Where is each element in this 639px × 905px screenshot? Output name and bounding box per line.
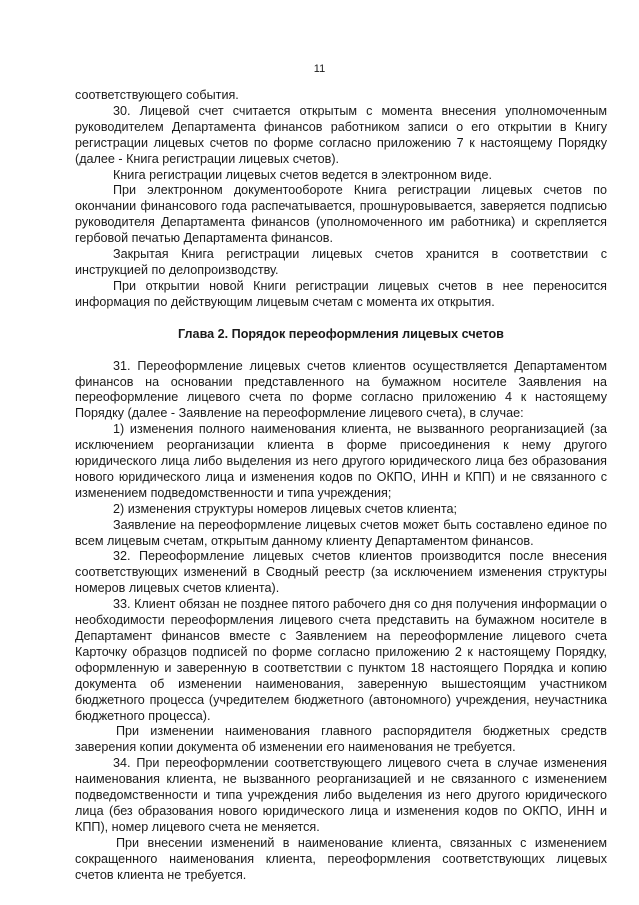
- paragraph-clause-31: 31. Переоформление лицевых счетов клиентов осуществляется Департаментом финансов на основании представленного на бумажном носителе Заявления на переоформление лицевого счета по форме согласно приложению 4 к настоящему Порядку (далее - Заявление на переоформление лицевого счета), в случае:: [75, 358, 607, 421]
- page-number: 11: [313, 63, 326, 75]
- paragraph: При изменении наименования главного распорядителя бюджетных средств заверения копии документа об изменении его наименования не требуется.: [75, 724, 607, 755]
- paragraph-clause-32: 32. Переоформление лицевых счетов клиентов производится после внесения соответствующих изменений в Сводный реестр (за исключением изменения структуры номеров лицевых счетов клиента).: [75, 549, 607, 596]
- paragraph-clause-30: 30. Лицевой счет считается открытым с момента внесения уполномоченным руководителем Департамента финансов работником записи о его открытии в Книгу регистрации лицевых счетов по форме согласно приложению 7 к настоящему Порядку (далее - Книга регистрации лицевых счетов).: [75, 103, 607, 166]
- paragraph: При электронном документообороте Книга регистрации лицевых счетов по окончании финансового года распечатывается, прошнуровывается, заверяется подписью руководителя Департамента финансов (уполномоченного им работника) и скрепляется гербовой печатью Департамента финансов.: [75, 183, 607, 246]
- paragraph-continuation: соответствующего события.: [75, 88, 239, 102]
- paragraph: Закрытая Книга регистрации лицевых счетов хранится в соответствии с инструкцией по делопроизводству.: [75, 247, 607, 277]
- paragraph-clause-34: 34. При переоформлении соответствующего лицевого счета в случае изменения наименования клиента, не вызванного реорганизацией и не связанного с изменением подведомственности и типа учреждения либо выделения из него другого юридического лица (без образования нового юридического лица и изменения кодов по ОКПО, ИНН и КПП), номер лицевого счета не меняется.: [75, 756, 607, 834]
- document-body: [75, 88, 607, 884]
- paragraph: При открытии новой Книги регистрации лицевых счетов в нее переносится информация по действующим лицевым счетам с момента их открытия.: [75, 278, 607, 309]
- paragraph: Книга регистрации лицевых счетов ведется в электронном виде.: [113, 167, 492, 182]
- chapter-heading: Глава 2. Порядок переоформления лицевых счетов: [178, 326, 504, 341]
- paragraph-clause-33: 33. Клиент обязан не позднее пятого рабочего дня со дня получения информации о необходимости переоформления лицевого счета представить на бумажном носителе в Департамент финансов вместе с Заявлением на переоформление лицевого счета Карточку образцов подписей по форме согласно приложению 2 к настоящему Порядку, оформленную и заверенную в соответствии с пунктом 18 настоящего Порядка и копию документа об изменении наименования, заверенную вышестоящим участником бюджетного процесса (учредителем бюджетного (автономного) учреждения, неучастника бюджетного процесса).: [75, 597, 607, 723]
- list-item-1: 1) изменения полного наименования клиента, не вызванного реорганизацией (за исключением реорганизации клиента в форме присоединения к нему другого юридического лица либо выделения из него другого юридического лица без образования нового юридического лица и изменения кодов по ОКПО, ИНН и КПП) и не связанного с изменением подведомственности и типа учреждения;: [75, 422, 607, 500]
- paragraph: Заявление на переоформление лицевых счетов может быть составлено единое по всем лицевым счетам, открытым данному клиенту Департаментом финансов.: [75, 517, 607, 548]
- paragraph: При внесении изменений в наименование клиента, связанных с изменением сокращенного наименования клиента, переоформления соответствующих лицевых счетов клиента не требуется.: [75, 835, 607, 882]
- list-item-2: 2) изменения структуры номеров лицевых счетов клиента;: [113, 501, 457, 516]
